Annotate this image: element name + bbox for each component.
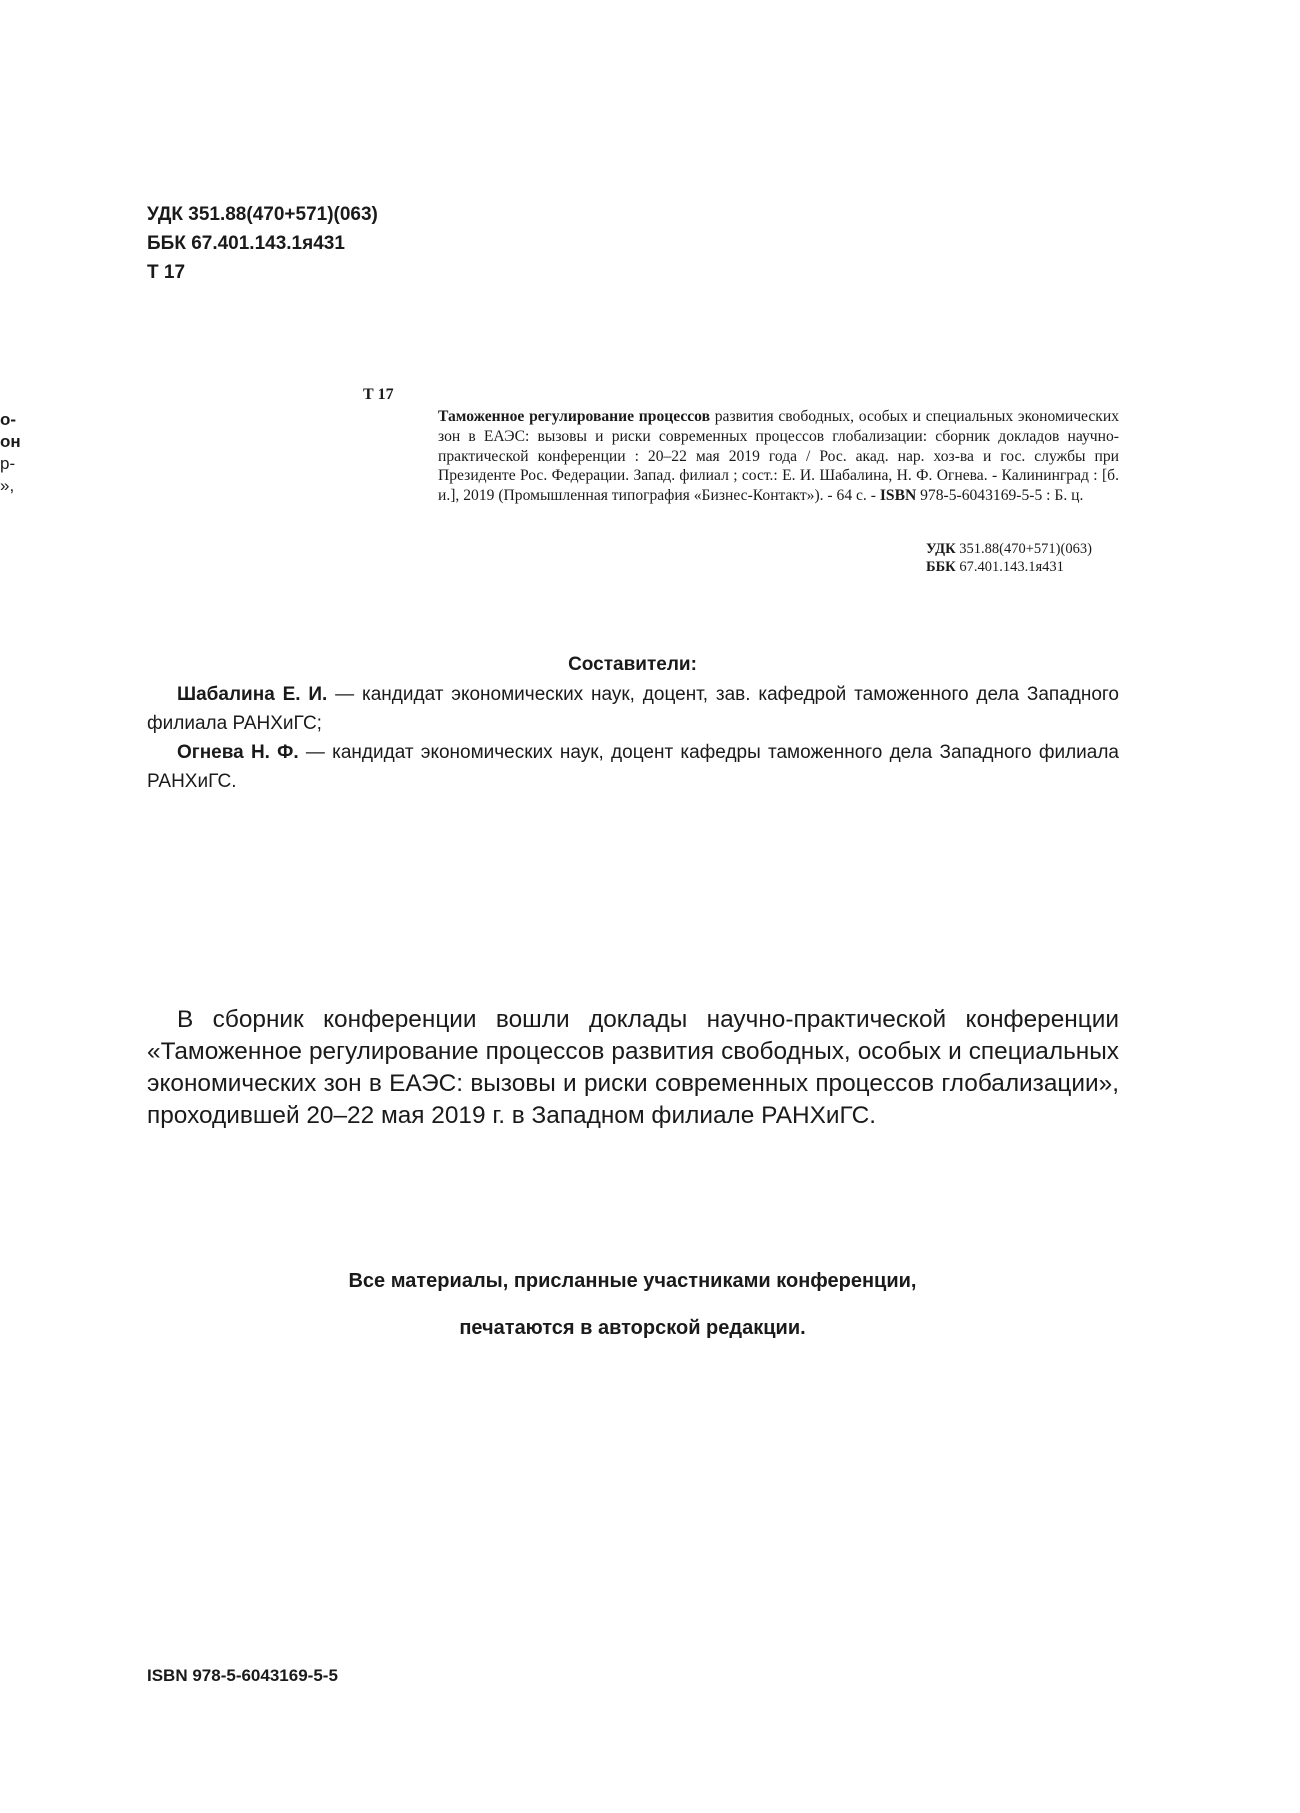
classification-codes (147, 200, 378, 287)
bib-udk-value: 351.88(470+571)(063) (955, 541, 1092, 557)
author-mark: Т 17 (147, 262, 186, 283)
compilers-heading: Составители: (568, 654, 697, 675)
bib-bbk (926, 558, 1092, 576)
fragment-line: он (0, 432, 21, 451)
compiler-description: — кандидат экономических наук, доцент, зав. кафедрой таможенного дела Западного филиала РАНХиГС; (147, 684, 1119, 734)
bib-udk-label: УДК (926, 541, 956, 557)
bib-classification (926, 540, 1092, 576)
bib-body-2: 978-5-6043169-5-5 : Б. ц. (916, 487, 1084, 505)
bib-isbn-label: ISBN (879, 487, 917, 505)
fragment-line: р- (0, 454, 16, 473)
bib-author-mark: Т 17 (363, 386, 394, 403)
compilers-list (147, 680, 1119, 796)
fragment-line: о- (0, 410, 17, 429)
compiler-description: — кандидат экономических наук, доцент кафедры таможенного дела Западного филиала РАНХиГС. (147, 742, 1119, 792)
bib-bbk-value: 67.401.143.1я431 (955, 559, 1064, 575)
adjacent-page-fragment (0, 409, 21, 497)
compiler-name: Шабалина Е. И. (177, 684, 328, 705)
bibliographic-record (438, 407, 1119, 506)
bbk-code: ББК 67.401.143.1я431 (147, 233, 345, 254)
bib-bbk-label: ББК (926, 559, 956, 575)
compiler-entry (147, 680, 1119, 738)
notice-line-1: Все материалы, присланные участниками конференции, (348, 1270, 917, 1292)
bib-title: Таможенное регулирование процессов (438, 408, 711, 425)
compiler-name: Огнева Н. Ф. (177, 742, 299, 763)
annotation-paragraph: В сборник конференции вошли доклады научно-практической конференции «Таможенное регулирование процессов развития свободных, особых и специальных экономических зон в ЕАЭС: вызовы и риски современных процессов глобализации», проходившей 20–22 мая 2019 г. в Западном филиале РАНХиГС. (147, 1006, 1119, 1129)
fragment-line: », (0, 476, 15, 495)
compiler-entry (147, 738, 1119, 796)
isbn: ISBN 978-5-6043169-5-5 (147, 1666, 338, 1685)
udk-code: УДК 351.88(470+571)(063) (147, 204, 378, 225)
bib-udk (926, 540, 1092, 558)
bib-body-1: развития свободных, особых и специальных экономических зон в ЕАЭС: вызовы и риски современных процессов глобализации: сборник докладов научно-практической конференции : 20–22 мая 2019 года / Рос. акад. нар. хоз-ва и гос. службы при Президенте Рос. Федерации. Запад. филиал ; сост.: Е. И. Шабалина, Н. Ф. Огнева. - Калининград : [б. и.], 2019 (Промышленная типография «Бизнес-Контакт»). - 64 с. - (438, 408, 1119, 505)
notice-line-2: печатаются в авторской редакции. (459, 1317, 806, 1339)
